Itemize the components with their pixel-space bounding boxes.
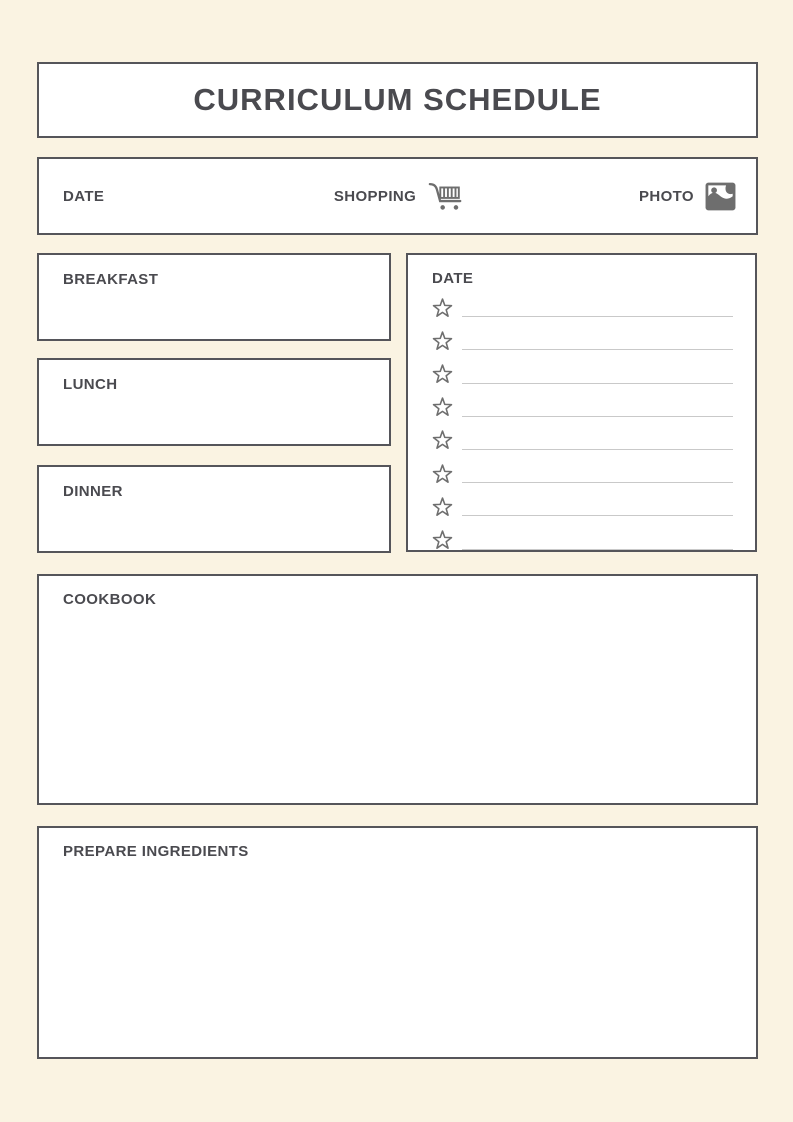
- prepare-ingredients-label: PREPARE INGREDIENTS: [63, 843, 249, 860]
- checklist-line[interactable]: [462, 316, 733, 317]
- star-icon: [432, 464, 453, 484]
- checklist-row: [432, 424, 735, 457]
- photo-icon: [705, 182, 736, 211]
- checklist-line[interactable]: [462, 482, 733, 483]
- checklist-row: [432, 324, 735, 357]
- star-icon: [432, 364, 453, 384]
- breakfast-box[interactable]: [37, 253, 391, 341]
- title-box: [37, 62, 758, 138]
- photo-field[interactable]: [465, 182, 736, 211]
- checklist-line[interactable]: [462, 549, 733, 550]
- info-bar[interactable]: [37, 157, 758, 235]
- breakfast-label: BREAKFAST: [63, 271, 159, 288]
- star-icon: [432, 331, 453, 351]
- checklist-row: [432, 457, 735, 490]
- dinner-label: DINNER: [63, 483, 123, 500]
- date-checklist-box: [406, 253, 757, 552]
- checklist-line[interactable]: [462, 349, 733, 350]
- checklist-row: [432, 490, 735, 523]
- checklist-line[interactable]: [462, 383, 733, 384]
- star-icon: [432, 497, 453, 517]
- checklist-row: [432, 391, 735, 424]
- dinner-box[interactable]: [37, 465, 391, 553]
- prepare-ingredients-box[interactable]: [37, 826, 758, 1059]
- checklist-row: [432, 291, 735, 324]
- page-title: CURRICULUM SCHEDULE: [193, 82, 602, 117]
- star-icon: [432, 397, 453, 417]
- shopping-cart-icon: [427, 180, 465, 213]
- star-icon: [432, 430, 453, 450]
- photo-label: PHOTO: [638, 187, 695, 205]
- date-checklist-label: DATE: [432, 270, 474, 287]
- date-checklist-rows: [432, 291, 735, 557]
- cookbook-label: COOKBOOK: [63, 591, 157, 608]
- checklist-line[interactable]: [462, 515, 733, 516]
- date-label: DATE: [63, 187, 105, 205]
- star-icon: [432, 298, 453, 318]
- shopping-field[interactable]: [334, 180, 465, 213]
- lunch-label: LUNCH: [63, 376, 118, 393]
- star-icon: [432, 530, 453, 550]
- checklist-line[interactable]: [462, 416, 733, 417]
- cookbook-box[interactable]: [37, 574, 758, 805]
- lunch-box[interactable]: [37, 358, 391, 446]
- checklist-row: [432, 523, 735, 556]
- checklist-row: [432, 357, 735, 390]
- checklist-line[interactable]: [462, 449, 733, 450]
- shopping-label: SHOPPING: [333, 187, 417, 205]
- date-field[interactable]: [63, 188, 334, 205]
